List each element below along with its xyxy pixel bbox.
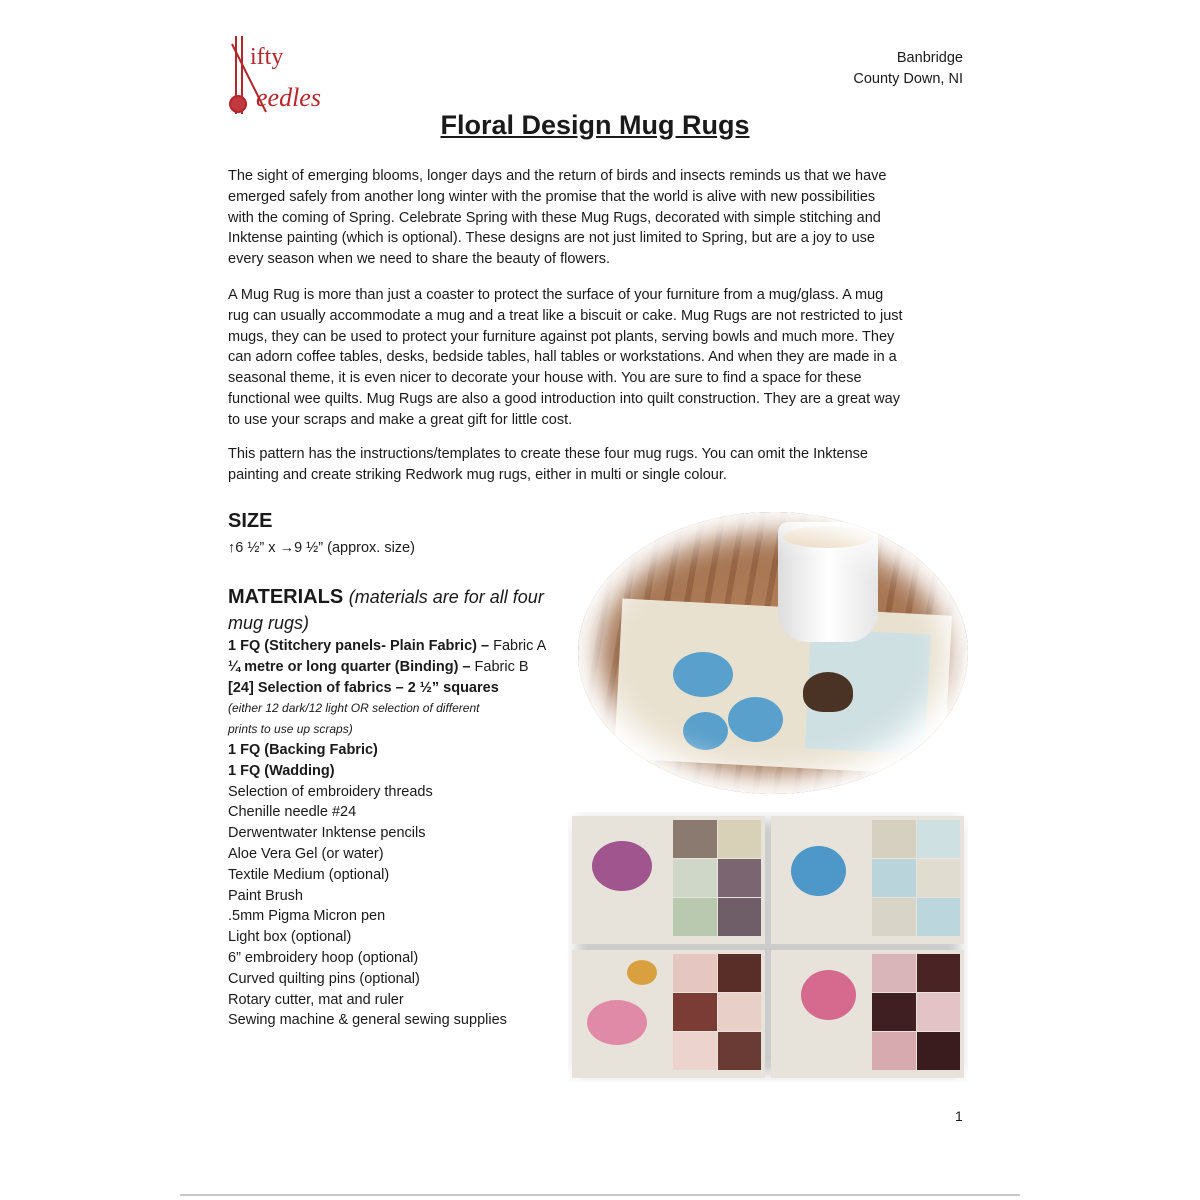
page-title: Floral Design Mug Rugs <box>440 110 750 140</box>
paragraph-line: functional wee quilts. Mug Rugs are also a good introduction into quilt construction. They are a great way <box>228 390 900 407</box>
materials-item-text: Sewing machine & general sewing supplies <box>228 1012 507 1029</box>
four-mug-rugs-photo <box>568 812 968 1082</box>
materials-item-text: Rotary cutter, mat and ruler <box>228 991 404 1008</box>
materials-list <box>228 636 546 1031</box>
pattern-paragraph <box>228 444 868 486</box>
materials-item-text: Aloe Vera Gel (or water) <box>228 845 384 862</box>
materials-item-text: Fabric A <box>489 638 547 654</box>
materials-item-text: Selection of embroidery threads <box>228 783 433 800</box>
mug-rug-photo <box>578 512 968 794</box>
paragraph-line: emerged safely from another long winter with the promise that the world is alive with new possibilities <box>228 188 876 205</box>
materials-item-text: 6” embroidery hoop (optional) <box>228 949 419 966</box>
paragraph-line: rug can usually accommodate a mug and a treat like a biscuit or cake. Mug Rugs are not restricted to just <box>228 307 903 324</box>
mug-rug-paragraph <box>228 285 903 431</box>
materials-item-bold: ¼ metre or long quarter (Binding) – <box>228 658 471 675</box>
materials-item-text: Derwentwater Inktense pencils <box>228 825 426 842</box>
size-value: ↑6 ½” x →9 ½” (approx. size) <box>228 540 415 556</box>
materials-item-bold: [24] Selection of fabrics – 2 ½” squares <box>228 679 499 696</box>
materials-item <box>228 823 546 844</box>
nifty-needles-logo <box>226 34 341 119</box>
svg-text:ifty: ifty <box>250 44 284 70</box>
morning-glory-mug-rug-image <box>771 816 964 944</box>
materials-item-bold: 1 FQ (Stitchery panels- Plain Fabric) – <box>228 638 490 654</box>
materials-item-text: .5mm Pigma Micron pen <box>228 908 386 925</box>
materials-item <box>228 906 546 927</box>
materials-item <box>228 740 546 761</box>
materials-item-bold: 1 FQ (Wadding) <box>228 762 335 779</box>
svg-text:eedles: eedles <box>256 83 321 112</box>
paragraph-line: with the coming of Spring. Celebrate Spring with these Mug Rugs, decorated with simple stitching and <box>228 209 881 226</box>
paragraph-line: This pattern has the instructions/templates to create these four mug rugs. You can omit the Inktense <box>228 446 868 462</box>
materials-item <box>228 886 546 907</box>
materials-item <box>228 678 546 699</box>
materials-item <box>228 657 546 678</box>
materials-item <box>228 948 546 969</box>
paragraph-line: A Mug Rug is more than just a coaster to protect the surface of your furniture from a mug/glass. A mug <box>228 287 884 303</box>
paragraph-line: painting and create striking Redwork mug rugs, either in multi or single colour. <box>228 466 727 483</box>
butterfly-mug-rug-image <box>572 950 765 1078</box>
materials-item <box>228 698 546 719</box>
address <box>853 48 963 90</box>
materials-note-cont: mug rugs) <box>228 613 310 633</box>
materials-item-text: Fabric B <box>470 658 529 675</box>
intro-paragraph <box>228 166 887 270</box>
materials-item-text: Curved quilting pins (optional) <box>228 970 420 987</box>
materials-item <box>228 636 546 657</box>
materials-item-note: prints to use up scraps) <box>228 722 353 737</box>
paragraph-line: mugs, they can be used to protect your furniture against pot plants, serving bowls and much more. They <box>228 328 895 345</box>
materials-item <box>228 1010 546 1031</box>
materials-item <box>228 990 546 1011</box>
page-number: 1 <box>955 1108 963 1124</box>
lily-mug-rug-image <box>771 950 964 1078</box>
materials-item-bold: 1 FQ (Backing Fabric) <box>228 741 378 758</box>
materials-item <box>228 761 546 782</box>
materials-item <box>228 865 546 886</box>
materials-item <box>228 782 546 803</box>
paragraph-line: Inktense painting (which is optional). These designs are not just limited to Spring, but are a joy to use <box>228 230 875 247</box>
materials-item <box>228 802 546 823</box>
materials-heading-cont <box>228 612 309 635</box>
materials-item-text: Light box (optional) <box>228 929 352 946</box>
address-county: County Down, NI <box>853 71 963 87</box>
materials-item <box>228 844 546 865</box>
materials-note: (materials are for all four <box>348 587 544 607</box>
materials-heading-text: MATERIALS <box>228 586 344 608</box>
materials-item <box>228 927 546 948</box>
paragraph-line: every season when we need to share the beauty of flowers. <box>228 251 611 268</box>
materials-item <box>228 969 546 990</box>
materials-heading <box>228 586 544 609</box>
materials-item-text: Paint Brush <box>228 887 303 904</box>
materials-item <box>228 719 546 740</box>
materials-item-note: (either 12 dark/12 light OR selection of different <box>228 701 480 716</box>
materials-item-text: Textile Medium (optional) <box>228 866 390 883</box>
paragraph-line: The sight of emerging blooms, longer days and the return of birds and insects reminds us that we have <box>228 168 887 184</box>
paragraph-line: to use your scraps and make a great gift for little cost. <box>228 411 573 428</box>
page-bottom-rule <box>180 1194 1020 1196</box>
materials-item-text: Chenille needle #24 <box>228 804 357 821</box>
address-town: Banbridge <box>896 50 963 66</box>
peony-mug-rug-image <box>572 816 765 944</box>
paragraph-line: can adorn coffee tables, desks, bedside tables, hall tables or workstations. And when they are made in a <box>228 349 897 366</box>
size-heading: SIZE <box>228 510 273 532</box>
paragraph-line: seasonal theme, it is even nicer to decorate your house with. You are sure to find a space for these <box>228 370 862 387</box>
